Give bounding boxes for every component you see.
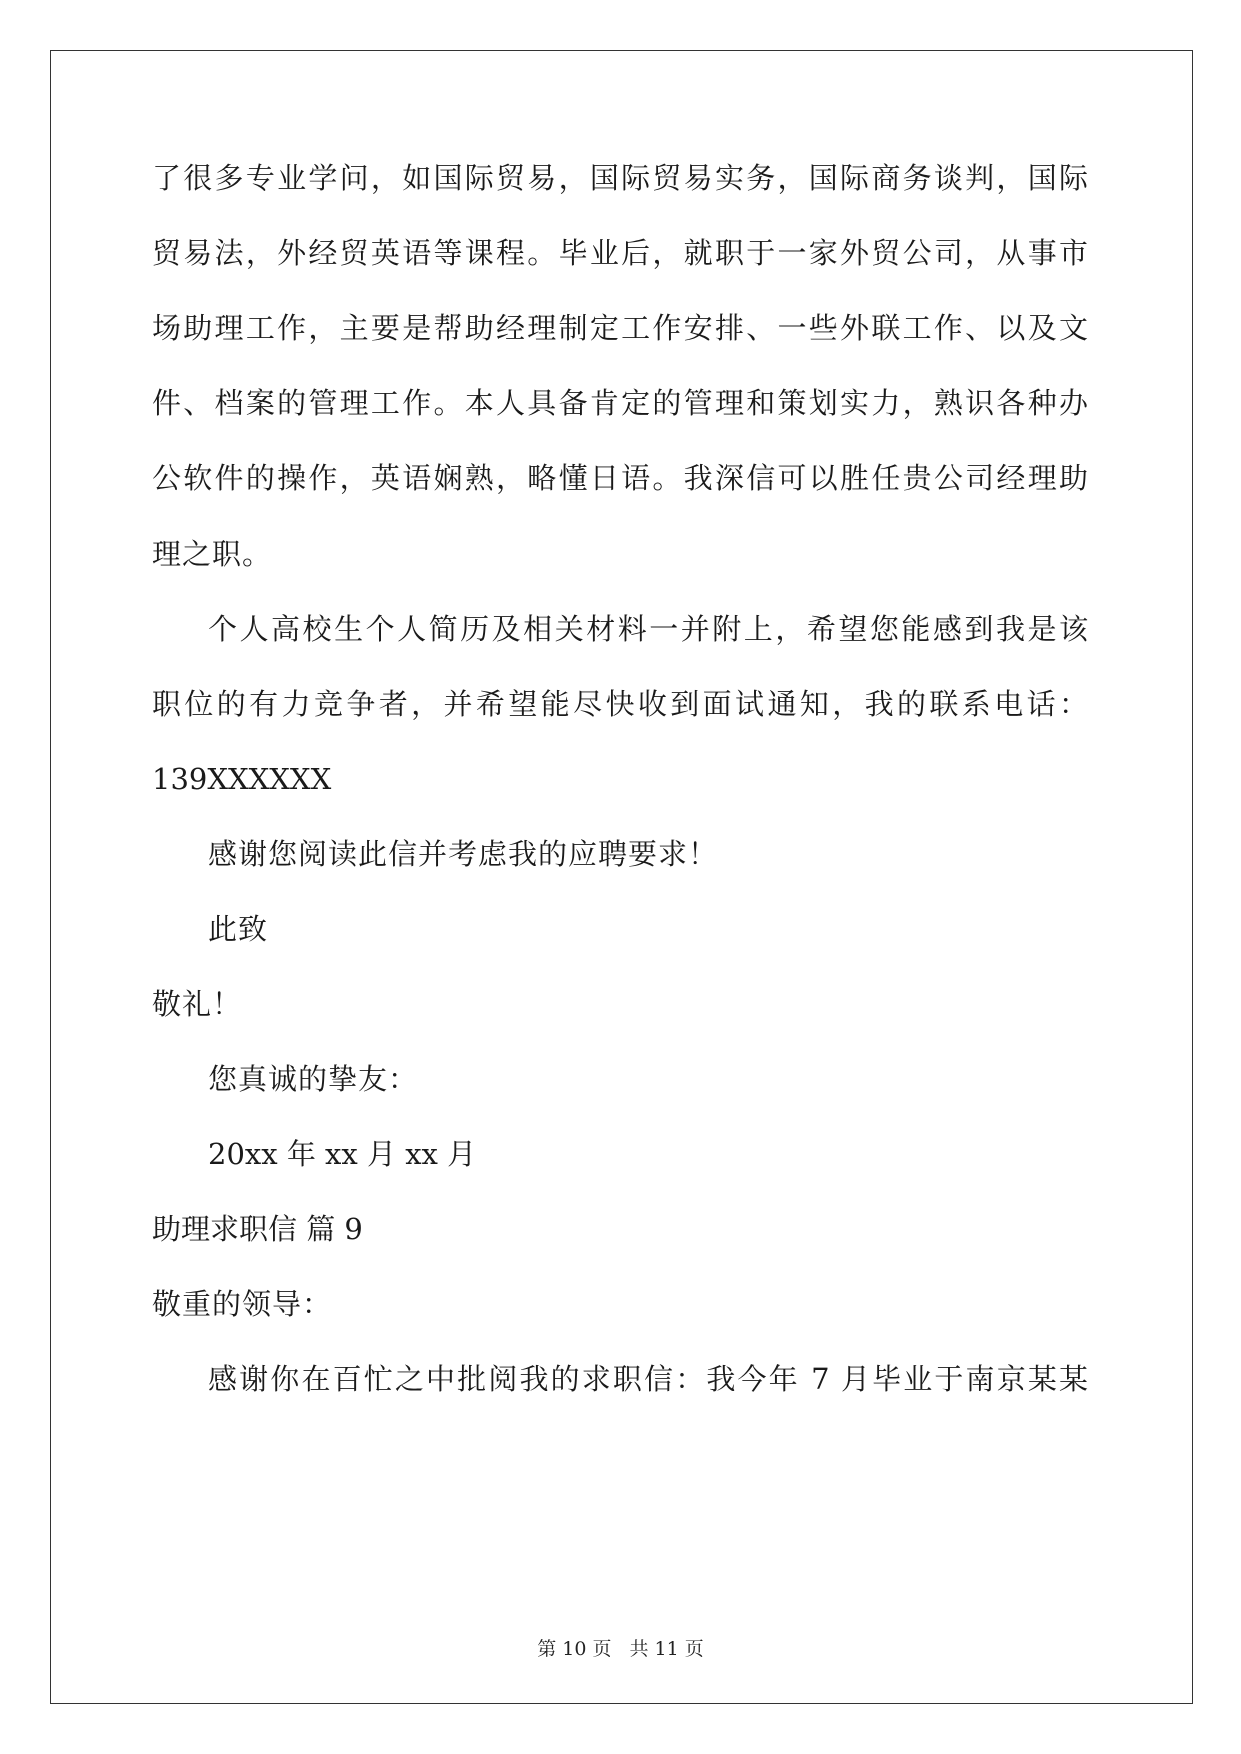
phone-number: 139XXXXXX [152,762,332,796]
paragraph-indented-line: 个人高校生个人简历及相关材料一并附上，希望您能感到我是该 [208,612,1088,646]
section-heading: 助理求职信 篇 9 [152,1212,363,1246]
thanks-line: 感谢您阅读此信并考虑我的应聘要求！ [208,837,719,871]
text-line: 职位的有力竞争者，并希望能尽快收到面试通知，我的联系电话： [152,687,1088,721]
signature-line: 您真诚的挚友： [208,1062,419,1096]
page-number-total: 共 11 页 [629,1638,704,1660]
salutation: 敬重的领导： [152,1287,333,1321]
closing-jingli: 敬礼！ [152,987,243,1021]
text-line: 了很多专业学问，如国际贸易，国际贸易实务，国际商务谈判，国际 [152,161,1088,195]
date-line: 20xx 年 xx 月 xx 月 [208,1137,477,1171]
page-footer [0,1636,1241,1662]
text-line: 贸易法，外经贸英语等课程。毕业后，就职于一家外贸公司，从事市 [152,236,1088,270]
page-border [50,50,1193,1704]
text-line: 理之职。 [152,537,273,571]
paragraph-indented-line: 感谢你在百忙之中批阅我的求职信：我今年 7 月毕业于南京某某 [208,1362,1088,1396]
page-number-current: 第 10 页 [537,1638,612,1660]
text-line: 件、档案的管理工作。本人具备肯定的管理和策划实力，熟识各种办 [152,386,1088,420]
closing-cizhi: 此致 [208,912,269,946]
text-line: 场助理工作，主要是帮助经理制定工作安排、一些外联工作、以及文 [152,311,1088,345]
text-line: 公软件的操作，英语娴熟，略懂日语。我深信可以胜任贵公司经理助 [152,461,1088,495]
